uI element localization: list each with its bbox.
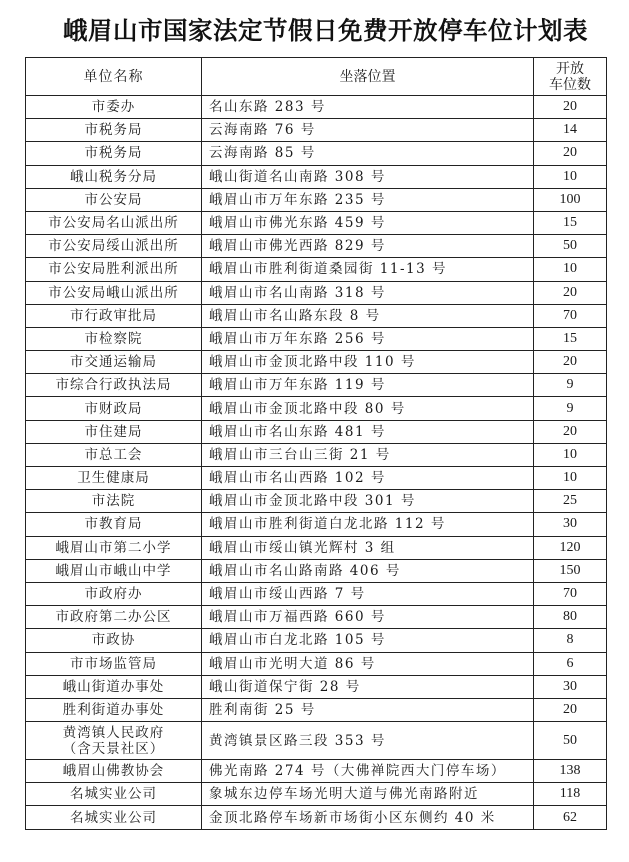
table-row <box>26 211 607 234</box>
cell-location: 金顶北路停车场新市场街小区东侧约 40 米 <box>202 806 534 829</box>
cell-unit-name: 市委办 <box>26 96 202 119</box>
cell-open-spaces: 50 <box>534 235 607 258</box>
header-location: 坐落位置 <box>202 58 534 96</box>
cell-open-spaces: 6 <box>534 652 607 675</box>
cell-open-spaces: 50 <box>534 722 607 760</box>
cell-open-spaces: 150 <box>534 559 607 582</box>
cell-location: 峨眉山市万年东路 119 号 <box>202 374 534 397</box>
cell-location: 峨眉山市佛光东路 459 号 <box>202 211 534 234</box>
cell-open-spaces: 20 <box>534 142 607 165</box>
cell-location: 峨眉山市万年东路 256 号 <box>202 327 534 350</box>
cell-location: 名山东路 283 号 <box>202 96 534 119</box>
table-row <box>26 327 607 350</box>
cell-open-spaces: 9 <box>534 374 607 397</box>
cell-location: 峨眉山市白龙北路 105 号 <box>202 629 534 652</box>
cell-unit-name: 市财政局 <box>26 397 202 420</box>
cell-location: 云海南路 85 号 <box>202 142 534 165</box>
cell-unit-name: 市法院 <box>26 490 202 513</box>
table-row <box>26 374 607 397</box>
table-row <box>26 119 607 142</box>
cell-open-spaces: 15 <box>534 211 607 234</box>
cell-location: 峨眉山市名山路南路 406 号 <box>202 559 534 582</box>
parking-plan-table <box>25 57 607 830</box>
cell-open-spaces: 20 <box>534 420 607 443</box>
table-row <box>26 467 607 490</box>
table-row <box>26 351 607 374</box>
cell-location: 象城东边停车场光明大道与佛光南路附近 <box>202 783 534 806</box>
cell-unit-name: 市行政审批局 <box>26 304 202 327</box>
cell-open-spaces: 70 <box>534 304 607 327</box>
table-row <box>26 235 607 258</box>
cell-unit-name: 峨眉山市第二小学 <box>26 536 202 559</box>
cell-unit-name: 峨山税务分局 <box>26 165 202 188</box>
cell-unit-name: 市政府办 <box>26 582 202 605</box>
table-row <box>26 96 607 119</box>
table-row <box>26 304 607 327</box>
cell-open-spaces: 10 <box>534 258 607 281</box>
cell-location: 峨山街道保宁街 28 号 <box>202 675 534 698</box>
cell-location: 峨眉山市名山南路 318 号 <box>202 281 534 304</box>
header-unit-name: 单位名称 <box>26 58 202 96</box>
table-row <box>26 490 607 513</box>
table-row <box>26 513 607 536</box>
cell-open-spaces: 10 <box>534 443 607 466</box>
cell-unit-name: 市住建局 <box>26 420 202 443</box>
cell-location: 云海南路 76 号 <box>202 119 534 142</box>
cell-location: 峨眉山市三台山三街 21 号 <box>202 443 534 466</box>
cell-unit-name: 市教育局 <box>26 513 202 536</box>
cell-open-spaces: 20 <box>534 698 607 721</box>
cell-location: 峨眉山市金顶北路中段 301 号 <box>202 490 534 513</box>
table-row <box>26 582 607 605</box>
cell-unit-name <box>26 722 202 760</box>
cell-location: 峨眉山市名山西路 102 号 <box>202 467 534 490</box>
document-title: 峨眉山市国家法定节假日免费开放停车位计划表 <box>63 16 588 45</box>
cell-unit-name: 市政府第二办公区 <box>26 606 202 629</box>
cell-open-spaces: 30 <box>534 513 607 536</box>
table-row <box>26 783 607 806</box>
cell-location: 峨眉山市名山路东段 8 号 <box>202 304 534 327</box>
table-row <box>26 606 607 629</box>
cell-open-spaces: 25 <box>534 490 607 513</box>
table-row <box>26 258 607 281</box>
cell-unit-name: 市税务局 <box>26 142 202 165</box>
cell-location: 佛光南路 274 号（大佛禅院西大门停车场） <box>202 760 534 783</box>
table-row <box>26 652 607 675</box>
header-open-spaces <box>534 58 607 96</box>
cell-unit-name: 胜利街道办事处 <box>26 698 202 721</box>
cell-location: 峨眉山市万福西路 660 号 <box>202 606 534 629</box>
table-row <box>26 559 607 582</box>
table-row <box>26 281 607 304</box>
cell-unit-name-line1: 黄湾镇人民政府 <box>62 724 165 741</box>
table-row <box>26 806 607 829</box>
cell-open-spaces: 8 <box>534 629 607 652</box>
cell-unit-name: 市综合行政执法局 <box>26 374 202 397</box>
cell-location: 峨眉山市佛光西路 829 号 <box>202 235 534 258</box>
cell-open-spaces: 20 <box>534 351 607 374</box>
cell-open-spaces: 80 <box>534 606 607 629</box>
table-row <box>26 443 607 466</box>
table-body <box>26 96 607 830</box>
table-row <box>26 420 607 443</box>
cell-unit-name: 市政协 <box>26 629 202 652</box>
cell-location: 峨眉山市名山东路 481 号 <box>202 420 534 443</box>
cell-open-spaces: 62 <box>534 806 607 829</box>
cell-location: 黄湾镇景区路三段 353 号 <box>202 722 534 760</box>
table-row <box>26 675 607 698</box>
cell-unit-name: 峨眉山市峨山中学 <box>26 559 202 582</box>
cell-unit-name: 市检察院 <box>26 327 202 350</box>
cell-open-spaces: 30 <box>534 675 607 698</box>
cell-unit-name: 市公安局绥山派出所 <box>26 235 202 258</box>
table-row <box>26 698 607 721</box>
cell-unit-name: 市公安局峨山派出所 <box>26 281 202 304</box>
cell-location: 峨眉山市胜利街道白龙北路 112 号 <box>202 513 534 536</box>
table-header-row <box>26 58 607 96</box>
cell-open-spaces: 118 <box>534 783 607 806</box>
cell-location: 峨眉山市胜利街道桑园街 11-13 号 <box>202 258 534 281</box>
cell-open-spaces: 70 <box>534 582 607 605</box>
cell-location: 峨眉山市万年东路 235 号 <box>202 188 534 211</box>
cell-unit-name: 市税务局 <box>26 119 202 142</box>
cell-open-spaces: 10 <box>534 165 607 188</box>
header-open-spaces-line1: 开放 <box>556 60 584 77</box>
cell-unit-name: 市公安局胜利派出所 <box>26 258 202 281</box>
cell-open-spaces: 138 <box>534 760 607 783</box>
cell-open-spaces: 100 <box>534 188 607 211</box>
cell-open-spaces: 120 <box>534 536 607 559</box>
cell-location: 峨眉山市绥山西路 7 号 <box>202 582 534 605</box>
cell-unit-name: 峨眉山佛教协会 <box>26 760 202 783</box>
cell-unit-name: 峨山街道办事处 <box>26 675 202 698</box>
table-row <box>26 722 607 760</box>
table-row <box>26 188 607 211</box>
cell-location: 胜利南街 25 号 <box>202 698 534 721</box>
cell-unit-name: 名城实业公司 <box>26 806 202 829</box>
table-row <box>26 397 607 420</box>
cell-location: 峨眉山市光明大道 86 号 <box>202 652 534 675</box>
cell-location: 峨眉山市绥山镇光辉村 3 组 <box>202 536 534 559</box>
cell-unit-name: 市公安局 <box>26 188 202 211</box>
cell-open-spaces: 15 <box>534 327 607 350</box>
table-row <box>26 629 607 652</box>
table-row <box>26 142 607 165</box>
cell-unit-name: 市交通运输局 <box>26 351 202 374</box>
table-row <box>26 536 607 559</box>
cell-unit-name: 卫生健康局 <box>26 467 202 490</box>
cell-unit-name: 市市场监管局 <box>26 652 202 675</box>
cell-unit-name: 市总工会 <box>26 443 202 466</box>
table-row <box>26 165 607 188</box>
cell-location: 峨眉山市金顶北路中段 110 号 <box>202 351 534 374</box>
table-row <box>26 760 607 783</box>
cell-unit-name-line2: （含天景社区） <box>62 740 165 757</box>
cell-open-spaces: 9 <box>534 397 607 420</box>
cell-unit-name: 市公安局名山派出所 <box>26 211 202 234</box>
cell-unit-name: 名城实业公司 <box>26 783 202 806</box>
cell-location: 峨眉山市金顶北路中段 80 号 <box>202 397 534 420</box>
cell-open-spaces: 14 <box>534 119 607 142</box>
cell-open-spaces: 20 <box>534 96 607 119</box>
header-open-spaces-line2: 车位数 <box>549 76 591 93</box>
cell-location: 峨山街道名山南路 308 号 <box>202 165 534 188</box>
cell-open-spaces: 20 <box>534 281 607 304</box>
cell-open-spaces: 10 <box>534 467 607 490</box>
